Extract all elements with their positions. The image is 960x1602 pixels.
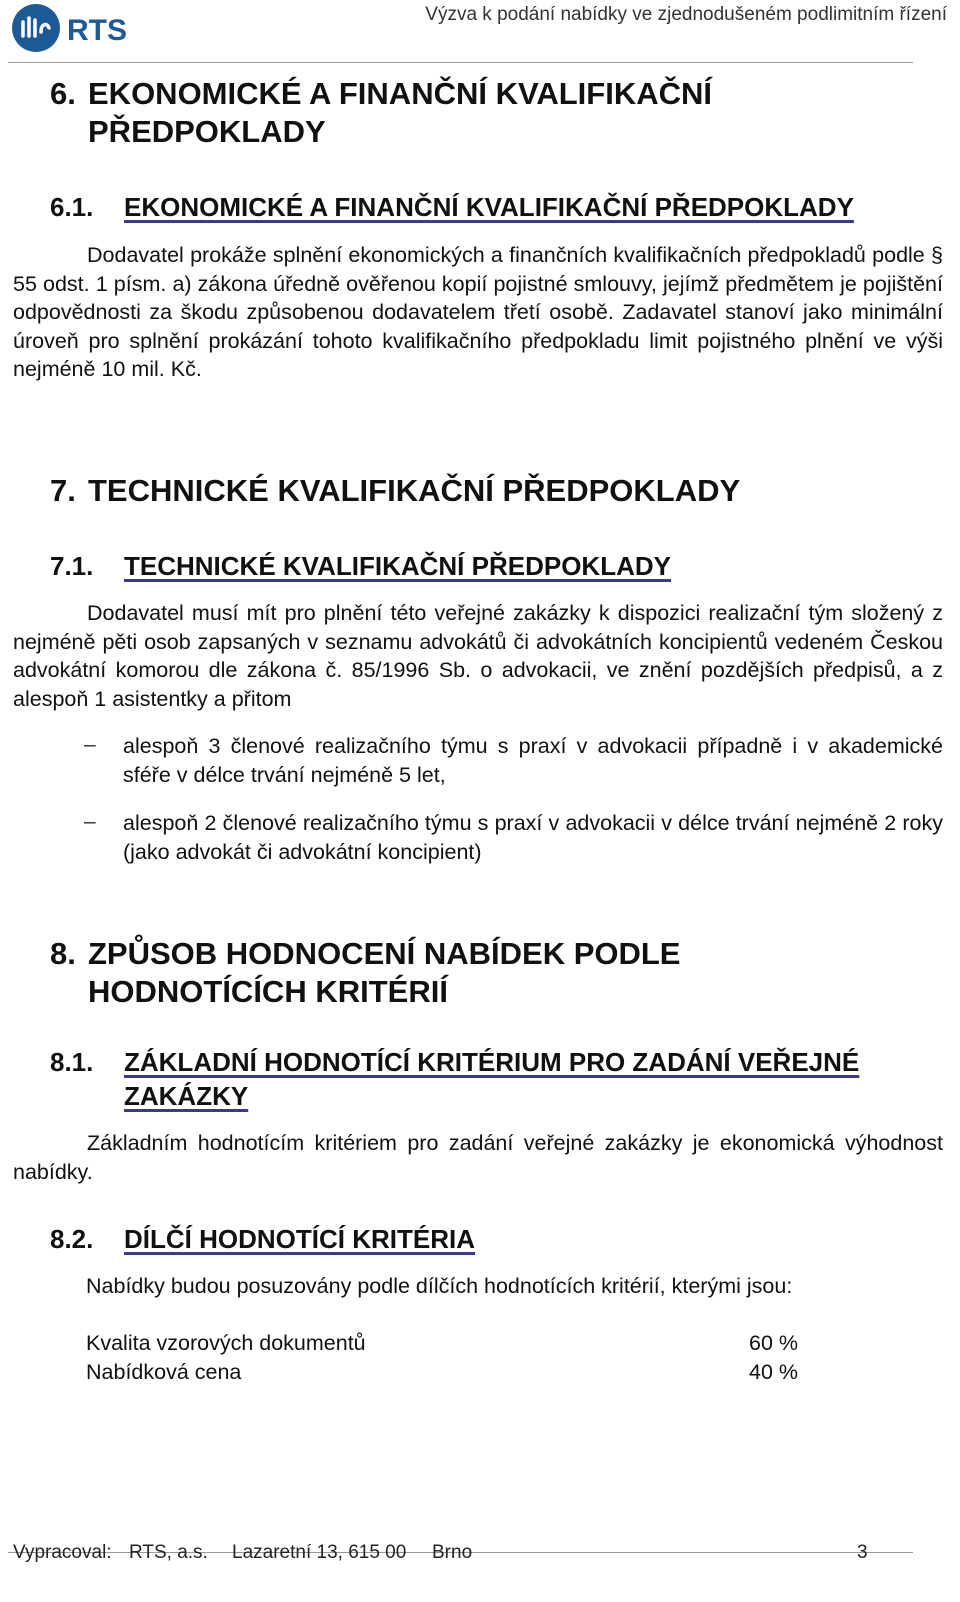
subsection-6-1-heading [50,190,940,226]
page-number: 3 [857,1542,868,1563]
subsection-8-1-heading [50,1045,940,1117]
section-8-heading [50,934,910,1014]
section-7-heading [50,471,910,511]
section-title-line2: PŘEDPOKLADY [88,114,326,149]
bullet-dash: – [84,810,96,833]
section-number: 8. [50,936,76,971]
criteria-intro: Nabídky budou posuzovány podle dílčích hodnotících kritérií, kterými jsou: [86,1274,793,1298]
subsection-number: 7.1. [50,551,94,581]
subsection-title: TECHNICKÉ KVALIFIKAČNÍ PŘEDPOKLADY [124,551,671,581]
section-title: TECHNICKÉ KVALIFIKAČNÍ PŘEDPOKLADY [88,473,741,508]
subsection-8-2-heading [50,1222,940,1258]
subsection-number: 6.1. [50,192,94,222]
section-number: 6. [50,76,76,111]
header-divider [8,62,913,63]
criterion-weight: 60 % [749,1331,799,1355]
list-item: alespoň 2 členové realizačního týmu s praxí v advokacii v délce trvání nejméně 2 roky (jako advokát či advokátní koncipient) [123,811,943,864]
rts-logo [11,2,151,54]
footer-company: RTS, a.s. [129,1542,208,1563]
bullet-dash: – [84,733,96,756]
section-title-line1: EKONOMICKÉ A FINANČNÍ KVALIFIKAČNÍ [88,76,712,111]
section-title-line1: ZPŮSOB HODNOCENÍ NABÍDEK PODLE [88,936,681,971]
list-item: alespoň 3 členové realizačního týmu s praxí v advokacii případně i v akademické sféře v délce trvání nejméně 5 let, [123,734,943,787]
section-8-1-paragraph: Základním hodnotícím kritériem pro zadání veřejné zakázky je ekonomická výhodnost nabídky. [13,1131,943,1184]
section-title-line2: HODNOTÍCÍCH KRITÉRIÍ [88,974,448,1009]
section-6-paragraph: Dodavatel prokáže splnění ekonomických a finančních kvalifikačních předpokladů podle § 55 odst. 1 písm. a) zákona úředně ověřenou kopií pojistné smlouvy, jejímž předmětem je pojištění odpovědnosti za škodu způsobenou dodavatelem třetí osobě. Zadavatel stanoví jako minimální úroveň pro splnění prokázání tohoto kvalifikačního předpokladu limit pojistného plnění ve výši nejméně 10 mil. Kč. [13,243,943,382]
subsection-title-line2: ZAKÁZKY [124,1081,249,1111]
section-7-paragraph: Dodavatel musí mít pro plnění této veřejné zakázky k dispozici realizační tým složený z nejméně pěti osob zapsaných v seznamu advokátů či advokátních koncipientů vedeném Českou advokátní komorou dle zákona č. 85/1996 Sb. o advokacii, ve znění pozdějších předpisů, a z alespoň 1 asistentky a přitom [13,601,943,711]
section-6-heading [50,74,910,154]
svg-text:RTS: RTS [67,14,127,47]
subsection-number: 8.2. [50,1224,94,1254]
criterion-name: Kvalita vzorových dokumentů [86,1331,366,1355]
subsection-title: DÍLČÍ HODNOTÍCÍ KRITÉRIA [124,1224,475,1254]
footer-city: Brno [432,1542,473,1563]
document-header-title: Výzva k podání nabídky ve zjednodušeném podlimitním řízení [425,4,947,25]
criterion-weight: 40 % [749,1360,799,1384]
criterion-name: Nabídková cena [86,1360,242,1384]
section-number: 7. [50,473,76,508]
footer-address: Lazaretní 13, 615 00 [232,1542,407,1563]
subsection-title-line1: ZÁKLADNÍ HODNOTÍCÍ KRITÉRIUM PRO ZADÁNÍ VEŘEJNÉ [124,1047,860,1077]
subsection-number: 8.1. [50,1047,94,1077]
subsection-title: EKONOMICKÉ A FINANČNÍ KVALIFIKAČNÍ PŘEDPOKLADY [124,192,854,222]
footer-label: Vypracoval: [13,1542,112,1563]
subsection-7-1-heading [50,549,940,585]
